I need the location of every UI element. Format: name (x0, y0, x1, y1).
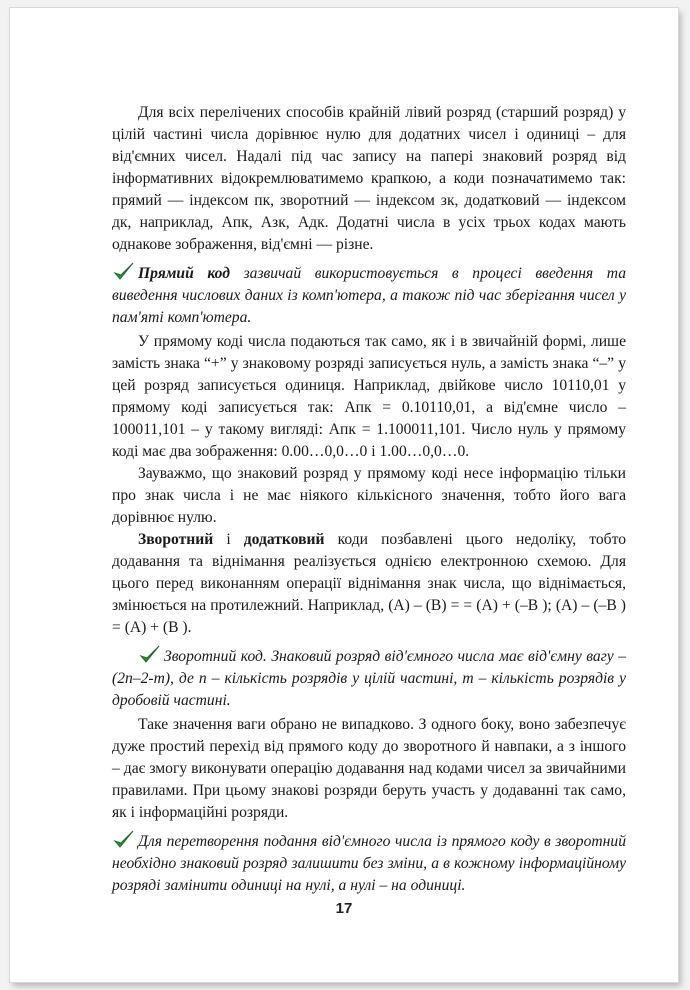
term-additional: додатковий (243, 531, 325, 548)
paragraph-reverse-additional-text: коди позбавлені цього недоліку, тобто додавання та віднімання реалізується однією електронною схемою. Для цього перед виконанням операції віднімання знак числа, що віднімається, змінюється на протилежний. Наприклад, (A) – (B) = = (A) + (–B ); (A) – (–B ) = (A) + (B ). (112, 531, 626, 636)
paragraph-direct-code: У прямому коді числа подаються так само, як і в звичайній формі, лише замість знака “+” у знаковому розряді записується нуль, а замість знака “–” у цей розряд записується одиниця. Наприклад, двійкове число 10110,01 у прямому коді записується так: Aпк = 0.10110,01, а від'ємне число –100011,101 – у такому вигляді: Aпк = 1.100011,101. Число нуль у прямому коді має два зображення: 0.00…0,0…0 і 1.00…0,0…0. (112, 333, 626, 460)
note-direct-code-text: зазвичай використовується в процесі введення та виведення числових даних із комп'ютера, а також під час зберігання чисел у пам'яті комп'ютера. (112, 265, 626, 326)
page-content (112, 102, 626, 899)
term-reverse: Зворотний (138, 531, 214, 548)
note-direct-code (112, 260, 626, 329)
paragraph-sign-weight: Зауважмо, що знаковий розряд у прямому коді несе інформацію тільки про знак числа і не має ніякого кількісного значення, тобто його вага дорівнює нулю. (112, 465, 626, 526)
paragraph-sign-bit: Для всіх перелічених способів крайній лівий розряд (старший розряд) у цілій частині числа дорівнює нулю для додатних чисел і одиниці – для від'ємних чисел. Надалі під час запису на папері знаковий розряд від інформативних відокремлюватимемо крапкою, а коди позначатимемо так: прямий — індексом пк, зворотний — індексом зк, додатковий — індексом дк, наприклад, Aпк, Aзк, Aдк. Додатні числа в усіх трьох кодах мають однакове зображення, від'ємні — різне. (112, 104, 626, 253)
paragraph-weight-choice: Таке значення ваги обрано не випадково. З одного боку, воно забезпечує дуже простий перехід від прямого коду до зворотного й навпаки, а з іншого – дає змогу виконувати операцію додавання над кодами чисел за звичайними правилами. При цьому знакові розряди беруть участь у додаванні так само, як і інформаційні розряди. (112, 716, 626, 821)
checkmark-icon (112, 260, 136, 284)
conjunction: і (213, 531, 244, 548)
checkmark-icon (138, 643, 162, 667)
note-reverse-code-text: Зворотний код. Знаковий розряд від'ємного числа має від'ємну вагу – (2n–2-m), де n – кількість розрядів у цілій частині, m – кількість розрядів у дробовій частині. (112, 648, 626, 709)
paragraph-reverse-additional (112, 529, 626, 639)
document-page (10, 8, 678, 982)
note-direct-code-title: Прямий код (138, 265, 230, 282)
note-conversion (112, 828, 626, 897)
note-conversion-text: Для перетворення подання від'ємного числа із прямого коду в зворотний необхідно знаковий розряд залишити без зміни, а в кожному інформаційному розряді замінити одиниці на нулі, а нулі – на одиниці. (112, 833, 626, 894)
page-number: 17 (335, 900, 353, 917)
checkmark-icon (112, 828, 136, 852)
note-reverse-code (112, 643, 626, 712)
